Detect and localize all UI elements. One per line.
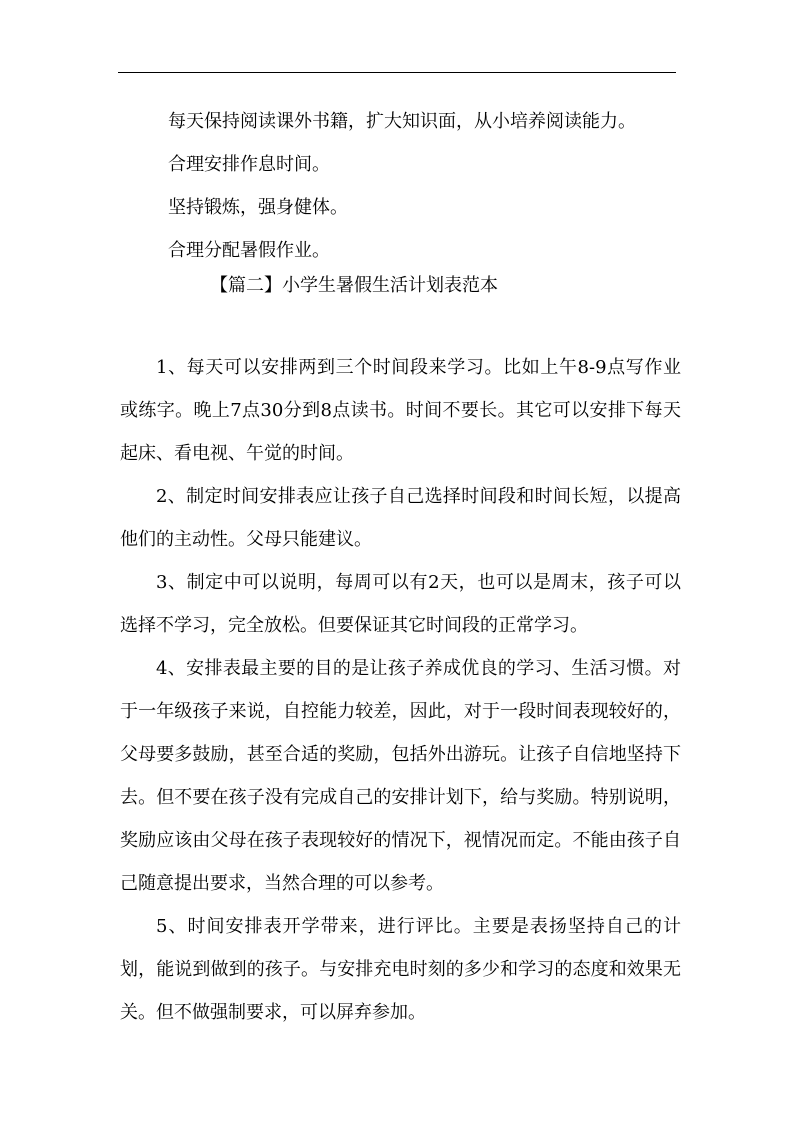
intro-line: 合理安排作息时间。 (168, 154, 330, 175)
document-body (120, 346, 681, 1034)
section-heading: 【篇二】小学生暑假生活计划表范本 (210, 275, 498, 296)
header-rule (118, 72, 676, 73)
paragraph-1: 1、每天可以安排两到三个时间段来学习。比如上午8-9点写作业或练字。晚上7点30分到8点读书。时间不要长。其它可以安排下每天起床、看电视、午觉的时间。 (120, 357, 681, 464)
paragraph-3: 3、制定中可以说明，每周可以有2天，也可以是周末，孩子可以选择不学习，完全放松。但要保证其它时间段的正常学习。 (120, 572, 681, 636)
paragraph-2: 2、制定时间安排表应让孩子自己选择时间段和时间长短，以提高他们的主动性。父母只能建议。 (120, 486, 681, 550)
intro-line: 合理分配暑假作业。 (168, 240, 330, 261)
paragraph-5: 5、时间安排表开学带来，进行评比。主要是表扬坚持自己的计划，能说到做到的孩子。与安排充电时刻的多少和学习的态度和效果无关。但不做强制要求，可以屏弃参加。 (120, 916, 681, 1023)
intro-line: 坚持锻炼，强身健体。 (168, 197, 348, 218)
intro-line: 每天保持阅读课外书籍，扩大知识面，从小培养阅读能力。 (168, 111, 636, 132)
intro-list (168, 100, 688, 272)
paragraph-4: 4、安排表最主要的目的是让孩子养成优良的学习、生活习惯。对于一年级孩子来说，自控能力较差，因此，对于一段时间表现较好的，父母要多鼓励，甚至合适的奖励，包括外出游玩。让孩子自信地坚持下去。但不要在孩子没有完成自己的安排计划下，给与奖励。特别说明，奖励应该由父母在孩子表现较好的情况下，视情况而定。不能由孩子自己随意提出要求，当然合理的可以参考。 (120, 658, 681, 894)
